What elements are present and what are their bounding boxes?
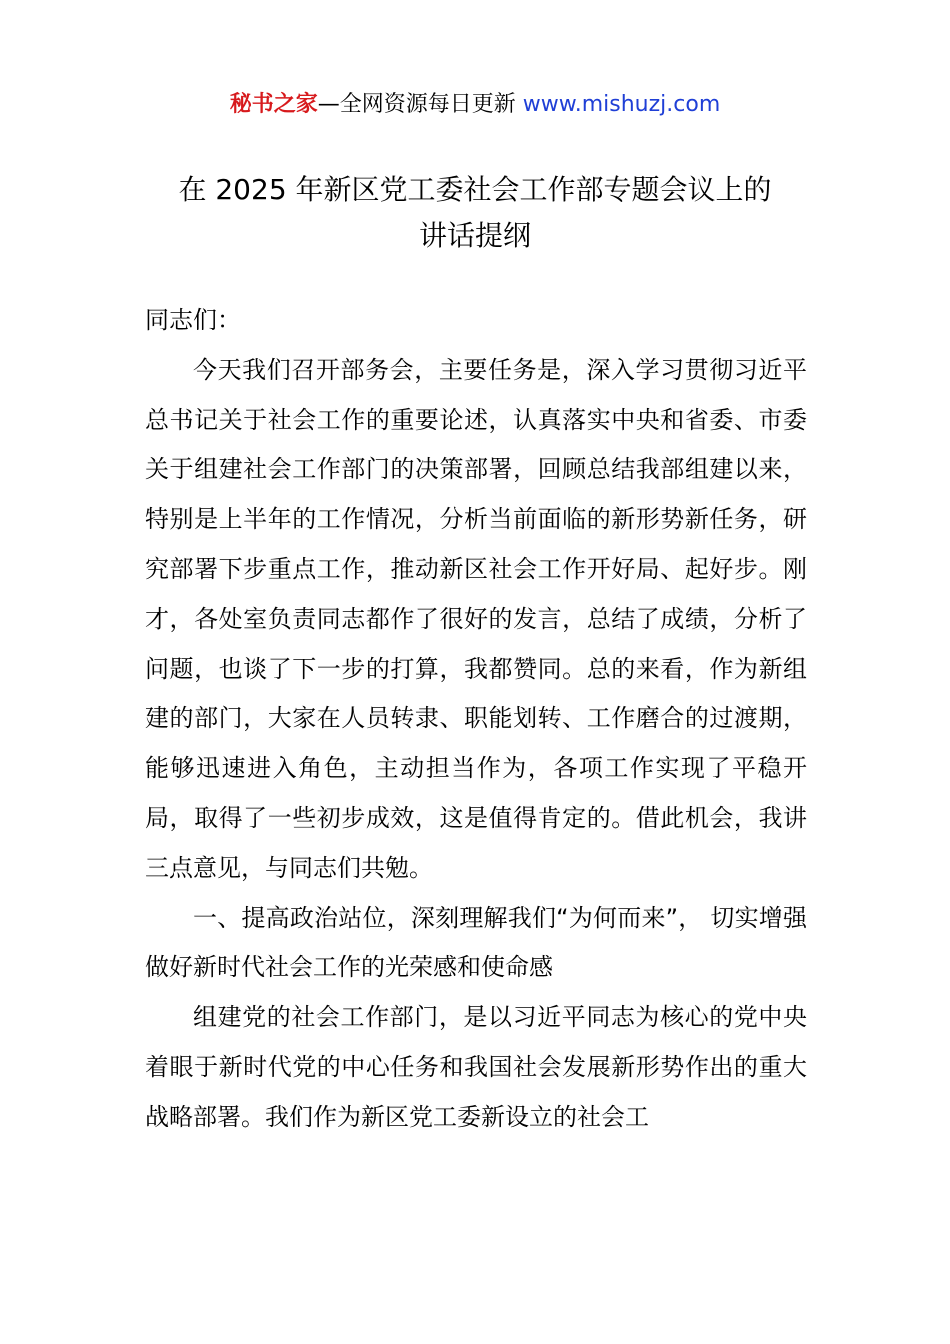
title-line-2: 讲话提纲 <box>418 218 531 252</box>
brand-name: 秘书之家 <box>229 92 318 117</box>
site-url-link[interactable]: www.mishuzj.com <box>522 92 721 117</box>
salutation: 同志们： <box>145 306 241 334</box>
document-title <box>100 167 850 259</box>
document-body <box>145 296 807 1143</box>
paragraph-intro: 今天我们召开部务会，主要任务是，深入学习贯彻习近平总书记关于社会工作的重要论述，认真落实中央和省委、市委关于组建社会工作部门的决策部署，回顾总结我部组建以来，特别是上半年的工作情况，分析当前面临的新形势新任务，研究部署下步重点工作，推动新区社会工作开好局、起好步。刚才，各处室负责同志都作了很好的发言，总结了成绩，分析了问题，也谈了下一步的打算，我都赞同。总的来看，作为新组建的部门，大家在人员转隶、职能划转、工作磨合的过渡期，能够迅速进入角色，主动担当作为，各项工作实现了平稳开局，取得了一些初步成效，这是值得肯定的。借此机会，我讲三点意见，与同志们共勉。 <box>145 355 807 882</box>
section-heading-1: 一、提高政治站位，深刻理解我们“为何而来”， 切实增强做好新时代社会工作的光荣感和使命感 <box>145 903 807 982</box>
paragraph-section-1: 组建党的社会工作部门，是以习近平同志为核心的党中央着眼于新时代党的中心任务和我国社会发展新形势作出的重大战略部署。我们作为新区党工委新设立的社会工 <box>145 1003 807 1131</box>
title-line-1: 在 2025 年新区党工委社会工作部专题会议上的 <box>178 172 772 206</box>
site-header <box>0 90 950 120</box>
header-slogan: —全网资源每日更新 <box>317 92 523 117</box>
